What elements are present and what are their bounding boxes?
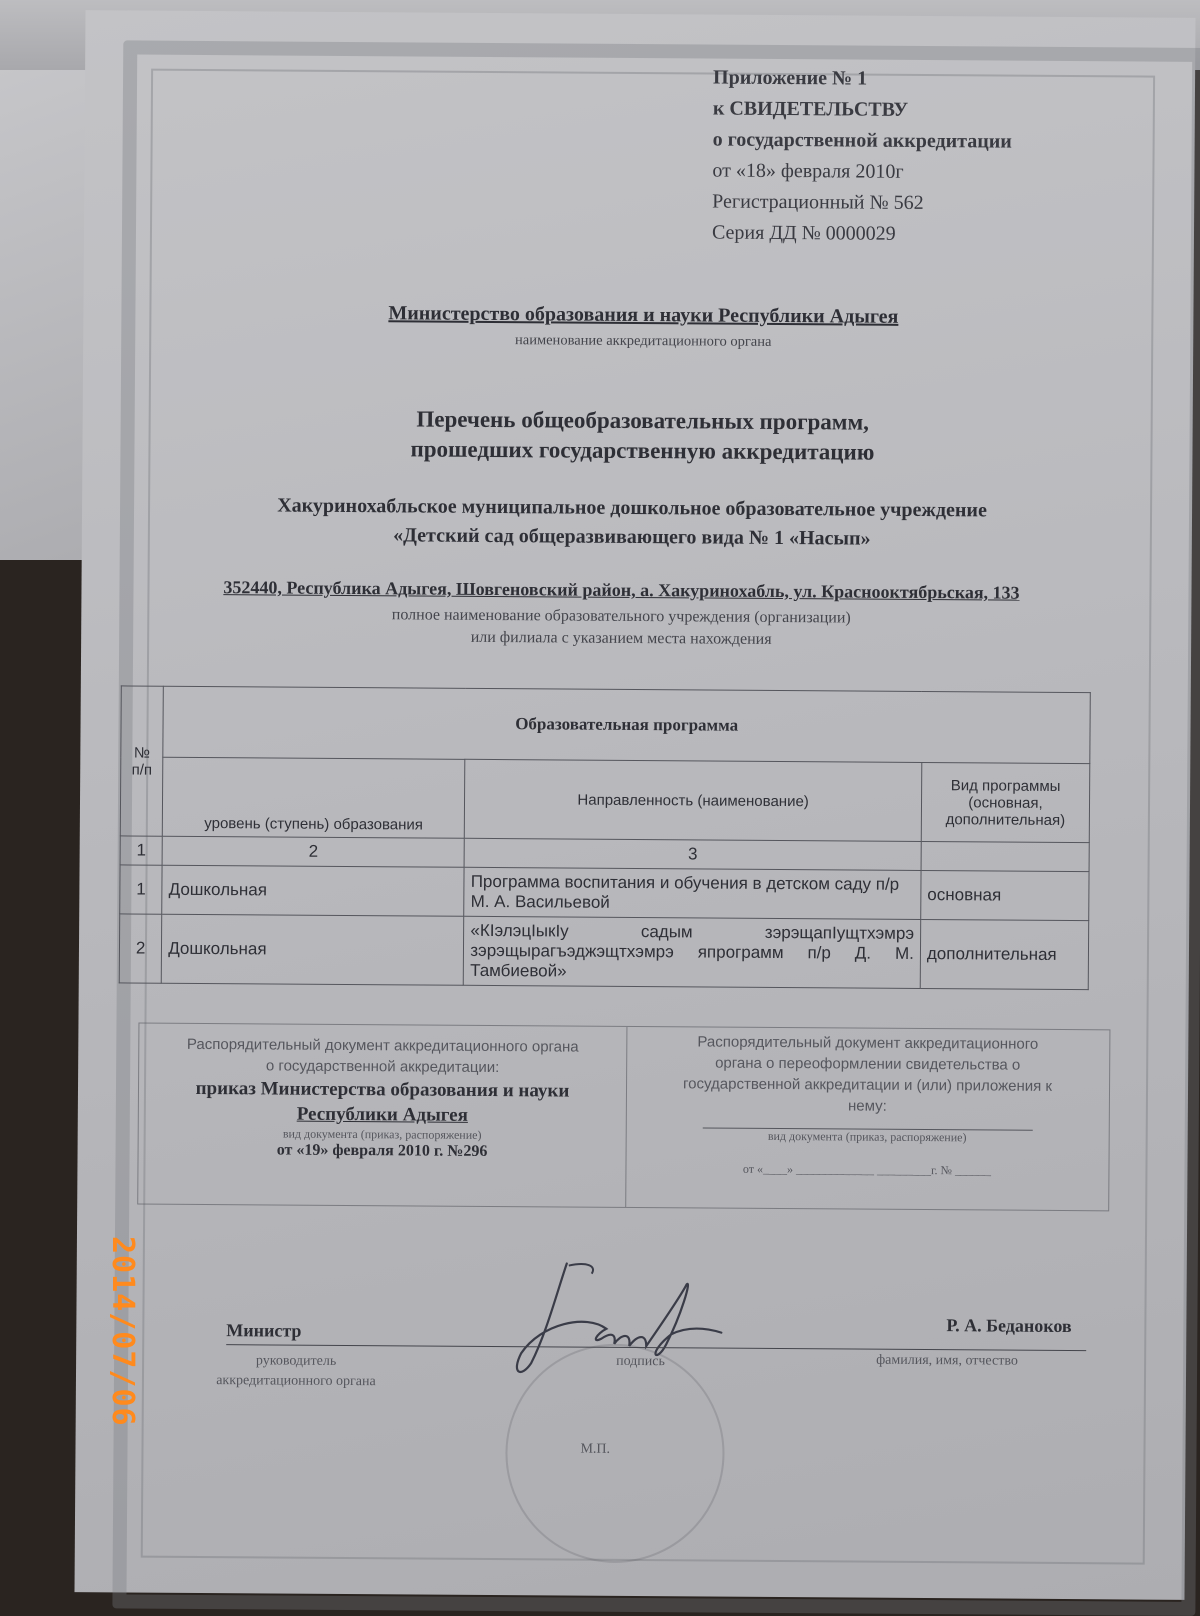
- col-number-header: № п/п: [120, 686, 163, 836]
- index-cell: 3: [464, 838, 921, 870]
- col-group-header: Образовательная программа: [163, 686, 1090, 763]
- camera-date-stamp: 2014/07/06: [105, 1236, 140, 1427]
- row-number: 2: [119, 914, 162, 983]
- institution-line-1: Хакуринохабльское муниципальное дошкольное образовательное учреждение: [277, 494, 987, 522]
- position-caption: [196, 1351, 396, 1392]
- row-direction: «КIэлэцIыкIу садым зэрэщапIущтхэмрэ зэрэщырагъэджэщтхэмрэ япрограмм п/р Д. М. Тамбиевой»: [464, 916, 921, 988]
- title-line-1: Перечень общеобразовательных программ,: [416, 406, 870, 435]
- position-caption-1: руководитель: [255, 1353, 337, 1369]
- name-caption: фамилия, имя, отчество: [876, 1352, 1018, 1369]
- document-title: [202, 403, 1082, 469]
- annex-series: Серия ДД № 0000029: [711, 221, 896, 245]
- row-level: Дошкольная: [161, 914, 464, 985]
- reissue-doc-caption-1: Распорядительный документ аккредитационного: [697, 1033, 1039, 1053]
- documents-block: [137, 1023, 1110, 1212]
- seal-caption: М.П.: [580, 1441, 611, 1457]
- annex-date: от «18» февраля 2010г: [712, 159, 904, 183]
- address-caption-1: полное наименование образовательного учреждения (организации): [391, 606, 851, 627]
- accreditation-doc-caption-2: о государственной аккредитации:: [265, 1057, 500, 1077]
- reissue-doc-caption-3: государственной аккредитации и (или) приложения к: [683, 1075, 1053, 1095]
- accreditation-organ: Министерство образования и науки Республики Адыгея: [388, 302, 899, 328]
- accreditation-document: [138, 1024, 627, 1207]
- col-direction-header: Направленность (наименование): [465, 759, 922, 841]
- certificate-sheet: [74, 10, 1195, 1600]
- accreditation-doc-caption-1: Распорядительный документ аккредитационного органа: [186, 1035, 579, 1056]
- handwritten-signature: [496, 1253, 727, 1395]
- title-line-2: прошедших государственную аккредитацию: [410, 436, 875, 465]
- row-type: дополнительная: [920, 919, 1089, 989]
- annex-to-certificate: к СВИДЕТЕЛЬСТВУ: [712, 97, 909, 121]
- institution-name: [142, 491, 1122, 556]
- signatory-position: Министр: [226, 1320, 302, 1341]
- row-number: 1: [120, 865, 163, 914]
- annex-number: Приложение № 1: [713, 66, 868, 90]
- row-type: основная: [921, 870, 1089, 920]
- index-cell: [921, 841, 1089, 871]
- annex-accreditation: о государственной аккредитации: [712, 128, 1012, 153]
- index-cell: 2: [162, 836, 464, 867]
- address-caption-2: или филиала с указанием места нахождения: [470, 628, 772, 648]
- signatory-name: Р. А. Беданоков: [946, 1315, 1072, 1337]
- col-type-header: Вид программы (основная, дополнительная): [921, 763, 1090, 843]
- row-direction: Программа воспитания и обучения в детском саду п/р М. А. Васильевой: [464, 867, 921, 919]
- reissue-document: [625, 1027, 1109, 1210]
- annex-header: [712, 63, 1012, 251]
- annex-registration: Регистрационный № 562: [712, 190, 924, 215]
- signature-caption: подпись: [616, 1353, 665, 1370]
- table-subheader-row: [120, 757, 1090, 843]
- reissue-doc-caption-2: органа о переоформлении свидетельства о: [715, 1054, 1021, 1074]
- position-caption-2: аккредитационного органа: [216, 1373, 376, 1390]
- institution-address: 352440, Республика Адыгея, Шовгеновский район, а. Хакуринохабль, ул. Краснооктябрьская, 133: [223, 577, 1020, 603]
- reissue-doc-date: от «____» _____________ _________г. № ______: [742, 1161, 992, 1178]
- accreditation-organ-caption: наименование аккредитационного органа: [514, 332, 772, 350]
- accreditation-doc-kind: вид документа (приказ, распоряжение): [282, 1126, 482, 1142]
- table-header-row: [121, 686, 1090, 764]
- reissue-doc-caption-4: нему:: [847, 1097, 887, 1115]
- reissue-doc-kind: вид документа (приказ, распоряжение): [767, 1128, 967, 1145]
- accreditation-order-date: от «19» февраля 2010 г. №296: [276, 1141, 488, 1160]
- table-row: [120, 865, 1089, 921]
- col-level-header: уровень (ступень) образования: [163, 757, 466, 838]
- accreditation-order-line-1: приказ Министерства образования и науки: [195, 1077, 570, 1102]
- index-cell: 1: [120, 836, 162, 865]
- accreditation-order-line-2: Республики Адыгея: [296, 1103, 468, 1126]
- table-row: [119, 914, 1088, 990]
- programs-table: [119, 685, 1091, 990]
- row-level: Дошкольная: [162, 865, 464, 916]
- address-caption: [121, 602, 1121, 653]
- institution-line-2: «Детский сад общеразвивающего вида № 1 «Насып»: [393, 524, 871, 550]
